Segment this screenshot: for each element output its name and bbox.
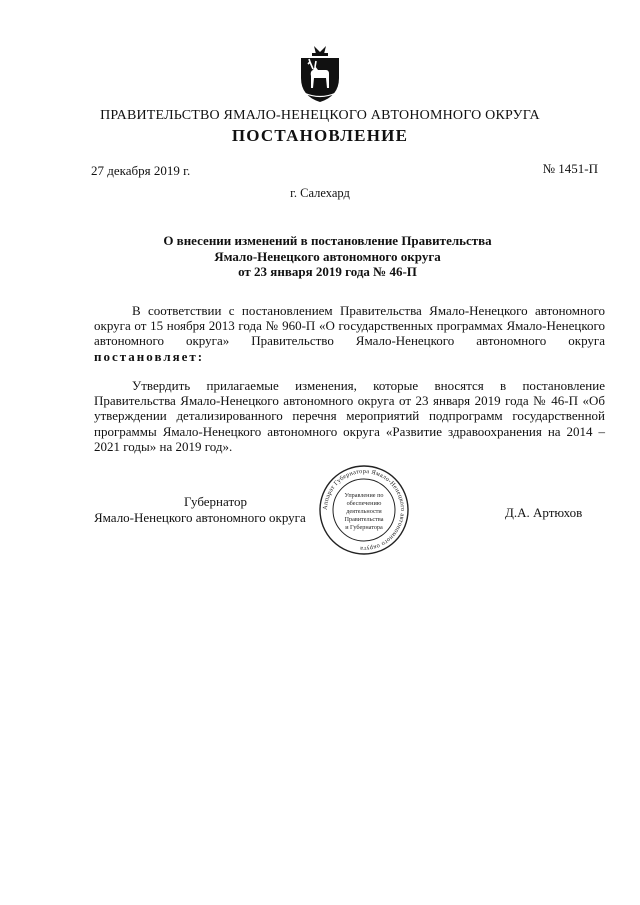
body-paragraph-2: Утвердить прилагаемые изменения, которые вносятся в постановление Правительства Ямало-Ненецкого автономного округа от 23 января 2019 года № 46-П «Об утверждении детализированного перечня мероприятий подпрограмм государственной программы Ямало-Ненецкого автономного округа «Развитие здравоохранения на 2014 – 2021 годы» на 2019 год». [94,378,605,454]
body-paragraph-1-emphasis: постановляет: [94,348,205,364]
body-paragraph-1 [94,303,605,364]
stamp-center-line: Управление по [344,492,384,499]
coat-of-arms-icon [298,44,342,104]
title-line: Ямало-Ненецкого автономного округа [214,248,441,264]
document-number: № 1451-П [542,161,598,176]
organization-name: ПРАВИТЕЛЬСТВО ЯМАЛО-НЕНЕЦКОГО АВТОНОМНОГО ОКРУГА [100,108,540,123]
document-city: г. Салехард [290,186,350,200]
signatory-position-line1: Губернатор [184,494,247,509]
signatory-name: Д.А. Артюхов [505,505,583,520]
title-line: от 23 января 2019 года № 46-П [238,264,417,279]
document-type: ПОСТАНОВЛЕНИЕ [231,126,409,145]
official-stamp [318,464,410,556]
stamp-center-line: обеспечению [346,500,382,507]
document-title [90,233,565,280]
stamp-center-line: и Губернатора [345,524,383,531]
body-paragraph-1-text: В соответствии с постановлением Правительства Ямало-Ненецкого автономного округа от 15 ноября 2013 года № 960-П «О государственных программах Ямало-Ненецкого автономного округа» Правительство Ямало-Ненецкого автономного округа [94,303,605,349]
stamp-ring-text: Аппарат Губернатора Ямало-Ненецкого автономного округа [321,467,407,553]
stamp-center-line: деятельности [346,508,382,515]
document-date: 27 декабря 2019 г. [91,163,191,178]
title-line: О внесении изменений в постановление Правительства [163,233,492,248]
stamp-center-line: Правительства [344,516,384,523]
signatory-position-line2: Ямало-Ненецкого автономного округа [94,510,306,525]
